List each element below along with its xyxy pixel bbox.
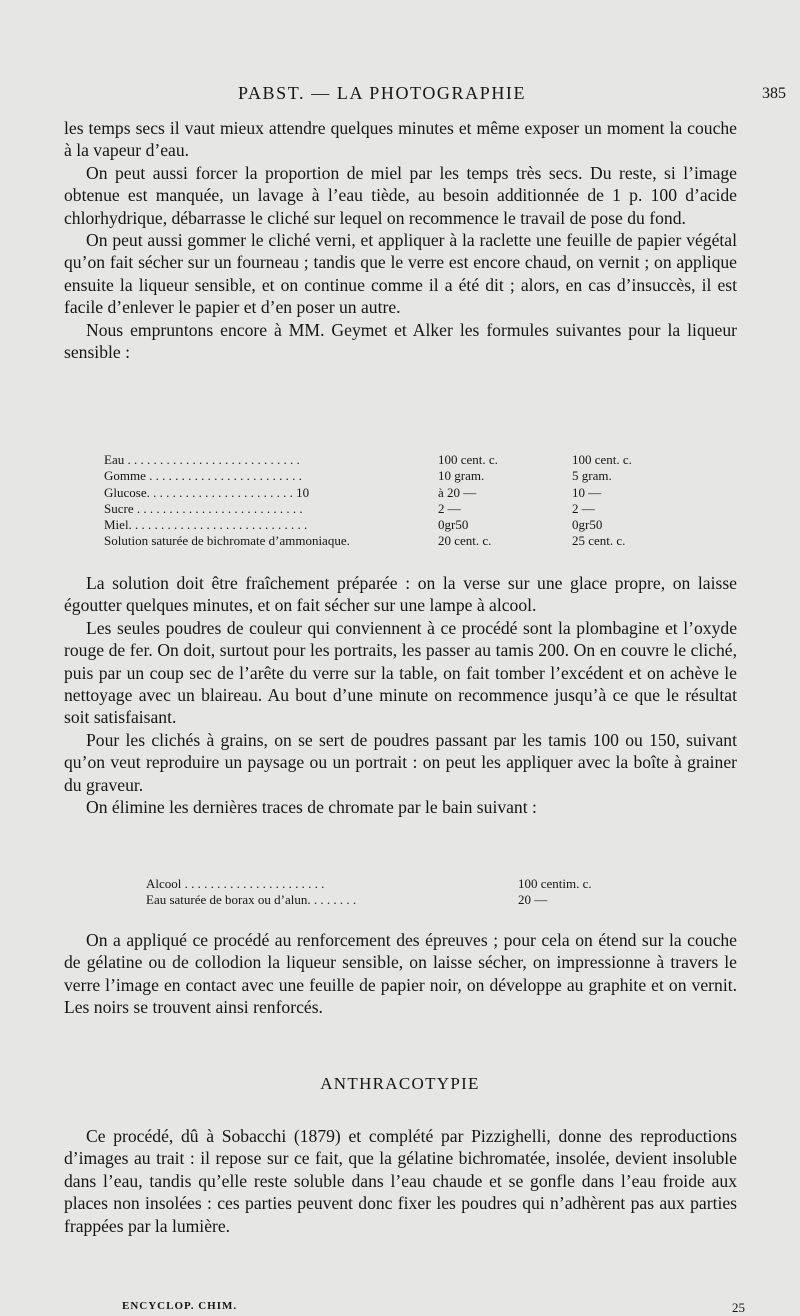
formula-table [104,452,664,550]
page-number: 385 [762,85,786,102]
quantity-cell: 0gr50 [572,517,603,533]
quantity-cell: 5 gram. [572,468,612,484]
quantity-cell: 20 — [518,892,548,908]
text-block-c [64,929,737,1019]
quantity-cell: 100 centim. c. [518,876,592,891]
paragraph: Nous empruntons encore à MM. Geymet et Alker les formules suivantes pour la liqueur sensible : [64,319,737,363]
quantity-cell: 2 — [572,500,595,516]
section-title: ANTHRACOTYPIE [320,1074,480,1093]
quantity-cell: 0gr50 [438,517,469,533]
table-row [104,468,664,484]
table-row [104,452,664,468]
paragraph: On élimine les dernières traces de chromate par le bain suivant : [86,797,537,818]
table-row [104,517,664,533]
paragraph: les temps secs il vaut mieux attendre quelques minutes et même exposer un moment la couche à la vapeur d’eau. [64,118,737,161]
text-block-d [64,1125,737,1237]
paragraph: La solution doit être fraîchement préparée : on la verse sur une glace propre, on laisse égoutter quelques minutes, et on fait sécher sur une lampe à alcool. [64,573,737,616]
ingredient-label: Alcool . . . . . . . . . . . . . . . . . . . . . . [146,876,325,891]
quantity-cell: 2 — [438,500,461,516]
ingredient-label: Sucre . . . . . . . . . . . . . . . . . . . . . . . . . . [104,500,303,516]
table-row [146,892,706,908]
paragraph: On peut aussi forcer la proportion de miel par les temps très secs. Du reste, si l’image obtenue est manquée, un lavage à l’eau tiède, au besoin additionnée de 1 p. 100 d’acide chlorhydrique, débarrasse le cliché sur lequel on recommence le travail de pose du fond. [64,162,737,228]
running-head: PABST. — LA PHOTOGRAPHIE [238,83,527,103]
table-row [146,876,706,892]
quantity-cell: 25 cent. c. [572,533,626,549]
quantity-cell: 20 cent. c. [438,533,492,549]
text-block-a [64,117,737,363]
paragraph: On a appliqué ce procédé au renforcement des épreuves ; pour cela on étend sur la couche de gélatine ou de collodion la liqueur sensible, on laisse sécher, on impressionne à travers le verre l’image en contact avec une feuille de papier noir, on développe au graphite et on vernit. Les noirs se trouvent ainsi renforcés. [64,930,737,1018]
ingredient-label: Glucose. . . . . . . . . . . . . . . . . . . . . . . 10 [104,484,310,500]
quantity-cell: 10 — [572,484,602,500]
table-row [104,485,664,501]
quantity-cell: à 20 — [438,484,477,500]
paragraph: Ce procédé, dû à Sobacchi (1879) et complété par Pizzighelli, donne des reproductions d’images au trait : il repose sur ce fait, que la gélatine bichromatée, insolée, devient insoluble dans l’eau, tandis qu’elle reste soluble dans l’eau chaude et se gonfle dans l’eau froide aux places non insolées : ces parties peuvent donc fixer les poudres qui n’adhèrent pas aux parties frappées par la lumière. [64,1126,737,1236]
quantity-cell: 100 cent. c. [438,452,498,467]
ingredient-label: Miel. . . . . . . . . . . . . . . . . . . . . . . . . . . . [104,517,308,533]
ingredient-label: Gomme . . . . . . . . . . . . . . . . . . . . . . . . [104,468,302,484]
table-row [104,533,664,549]
paragraph: On peut aussi gommer le cliché verni, et appliquer à la raclette une feuille de papier végétal qu’on fait sécher sur un fourneau ; tandis que le verre est encore chaud, on vernit ; on applique ensuite la liqueur sensible, et on continue comme il a été dit ; alors, en cas d’insuccès, il est facile d’enlever le papier et d’en poser un autre. [64,230,737,318]
bath-table [146,876,706,909]
signature-mark: ENCYCLOP. CHIM. [122,1300,238,1312]
ingredient-label: Solution saturée de bichromate d’ammoniaque. [104,533,350,549]
sheet-number: 25 [732,1300,745,1315]
quantity-cell: 100 cent. c. [572,452,632,467]
paragraph: Pour les clichés à grains, on se sert de poudres passant par les tamis 100 ou 150, suivant qu’on veut reproduire un paysage ou un portrait : on peut les appliquer avec la boîte à grainer du graveur. [64,729,737,795]
ingredient-label: Eau saturée de borax ou d’alun. . . . . . . . [146,892,357,908]
page-header [0,83,800,107]
table-row [104,501,664,517]
ingredient-label: Eau . . . . . . . . . . . . . . . . . . . . . . . . . . . [104,452,300,467]
quantity-cell: 10 gram. [438,468,485,484]
text-block-b [64,572,737,818]
paragraph: Les seules poudres de couleur qui conviennent à ce procédé sont la plombagine et l’oxyde rouge de fer. On doit, surtout pour les portraits, les passer au tamis 200. On en couvre le cliché, puis par un coup sec de l’arête du verre sur la table, on fait tomber l’excédent et on achève le nettoyage avec un blaireau. Au bout d’une minute on recommence jusqu’à ce que le résultat soit satisfaisant. [64,617,737,728]
